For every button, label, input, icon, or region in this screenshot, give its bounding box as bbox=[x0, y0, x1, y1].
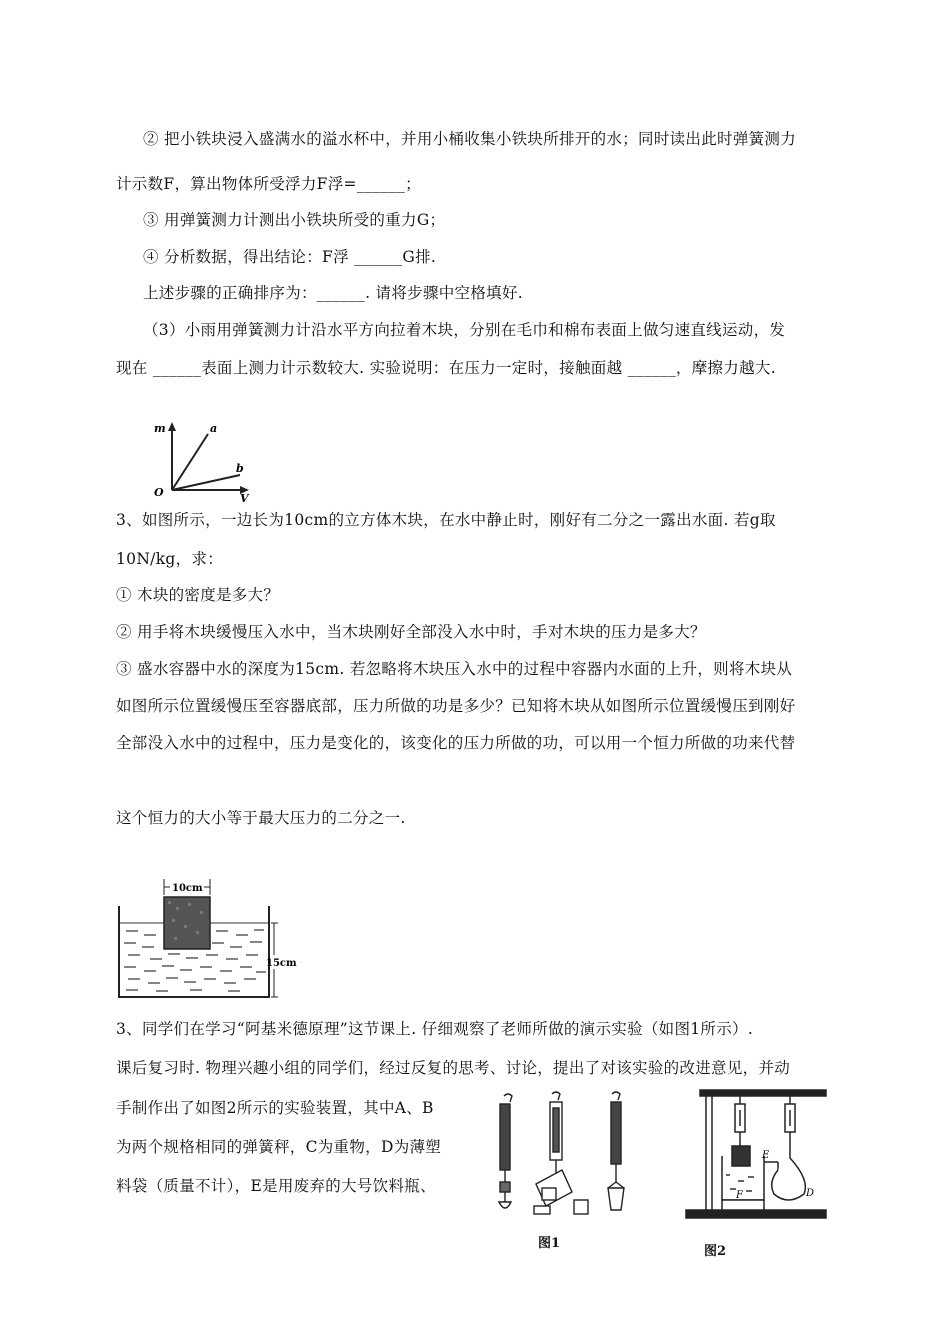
text-line: 手制作出了如图2所示的实验装置，其中A、B bbox=[116, 1099, 434, 1117]
text-line: 如图所示位置缓慢压至容器底部，压力所做的功是多少？已知将木块从如图所示位置缓慢压到刚好 bbox=[116, 697, 796, 715]
bottle-e-label: E bbox=[762, 1150, 770, 1161]
text-line: ① 木块的密度是多大？ bbox=[116, 586, 280, 604]
label-f: F bbox=[736, 1190, 743, 1201]
text-line: 上述步骤的正确排序为：______. 请将步骤中空格填好. bbox=[143, 284, 523, 302]
text-line: （3）小雨用弹簧测力计沿水平方向拉着木块，分别在毛巾和棉布表面上做匀速直线运动，发 bbox=[143, 321, 786, 339]
text-line: 这个恒力的大小等于最大压力的二分之一. bbox=[116, 809, 406, 827]
text-line: 计示数F，算出物体所受浮力F浮=______； bbox=[116, 175, 421, 193]
x-axis-label: V bbox=[240, 492, 249, 502]
water-depth-label: 15cm bbox=[266, 958, 297, 969]
text-line: 10N/kg，求： bbox=[116, 550, 224, 568]
y-axis-label: m bbox=[154, 422, 166, 435]
text-line: ② 用手将木块缓慢压入水中，当木块刚好全部没入水中时，手对木块的压力是多大？ bbox=[116, 623, 706, 641]
figure-2-apparatus bbox=[682, 1088, 830, 1222]
text-line: 为两个规格相同的弹簧秤，C为重物，D为薄塑 bbox=[116, 1138, 442, 1156]
water-container-figure bbox=[116, 873, 306, 1005]
block-width-label: 10cm bbox=[172, 883, 203, 894]
text-line: 现在 ______表面上测力计示数较大. 实验说明：在压力一定时，接触面越 ______，摩擦力越大. bbox=[116, 359, 776, 377]
figure-1-caption: 图1 bbox=[538, 1236, 561, 1251]
text-line: ④ 分析数据，得出结论：F浮 ______G排. bbox=[143, 248, 437, 266]
text-line: 3、如图所示，一边长为10cm的立方体木块，在水中静止时，刚好有二分之一露出水面. 若g取 bbox=[116, 511, 776, 529]
mass-volume-graph bbox=[148, 420, 258, 502]
figure-1-apparatus bbox=[490, 1090, 650, 1222]
text-line: 课后复习时. 物理兴趣小组的同学们，经过反复的思考、讨论，提出了对该实验的改进意见，并动 bbox=[116, 1059, 791, 1077]
text-line: ② 把小铁块浸入盛满水的溢水杯中，并用小桶收集小铁块所排开的水；同时读出此时弹簧测力 bbox=[143, 130, 797, 148]
line-b-label: b bbox=[236, 462, 244, 475]
text-line: ③ 用弹簧测力计测出小铁块所受的重力G； bbox=[143, 211, 446, 229]
figure-2-caption: 图2 bbox=[704, 1244, 727, 1259]
bag-d-label: D bbox=[806, 1188, 815, 1199]
text-line: 料袋（质量不计），E是用废弃的大号饮料瓶、 bbox=[116, 1177, 436, 1195]
line-a-label: a bbox=[210, 422, 218, 435]
text-line: 全部没入水中的过程中，压力是变化的，该变化的压力所做的功，可以用一个恒力所做的功来代替 bbox=[116, 734, 796, 752]
origin-label: O bbox=[154, 486, 164, 499]
text-line: 3、同学们在学习“阿基米德原理”这节课上. 仔细观察了老师所做的演示实验（如图1所示）. bbox=[116, 1020, 754, 1038]
text-line: ③ 盛水容器中水的深度为15cm. 若忽略将木块压入水中的过程中容器内水面的上升，则将木块从 bbox=[116, 660, 793, 678]
